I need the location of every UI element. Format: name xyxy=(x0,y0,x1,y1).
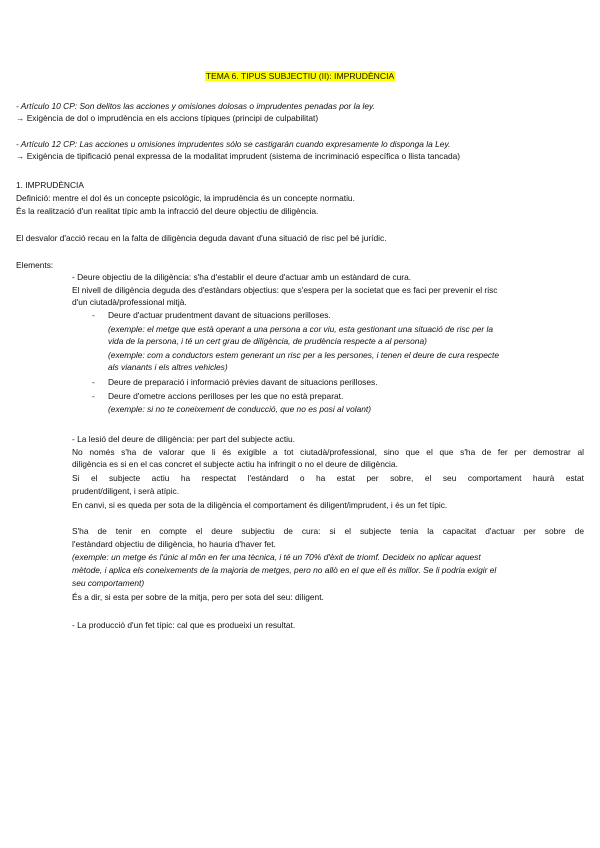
lesio-line: prudent/diligent, i serà atípic. xyxy=(72,486,180,496)
bullet-marker: - xyxy=(92,310,95,320)
bullet-1-example-line: (exemple: com a conductors estem generant un risc per a les persones, i tenen el deure de cura respecte xyxy=(108,350,500,360)
article-10-note: → Exigència de dol o imprudència en els accions típiques (principi de culpabilitat) xyxy=(16,113,319,123)
definition-line-1: Definició: mentre el dol és un concepte psicològic, la imprudència és un concepte normatiu. xyxy=(16,193,355,203)
bullet-3-example-line: (exemple: si no te coneixement de conducció, que no es posi al volant) xyxy=(108,404,372,414)
bullet-1-example-line: vida de la persona, i té un cert grau de diligència, de prudència respecte a al persona) xyxy=(108,336,427,346)
bullet-2-text: Deure de preparació i informació prèvies davant de situacions perilloses. xyxy=(108,377,378,387)
subjectiu-line: S'ha de tenir en compte el deure subjectiu de cura: si el subjecte tenia la capacitat d'actuar per sobre de xyxy=(72,526,584,536)
bullet-1-example-line: als vianants i els altres vehicles) xyxy=(108,362,228,372)
lesio-line: diligència es si en el cas concret el subjecte actiu ha infringit o no el deure de diligència. xyxy=(72,459,398,469)
document-title xyxy=(0,71,600,82)
elements-label: Elements: xyxy=(16,260,54,270)
article-12-quote: - Artículo 12 CP: Las acciones u omisiones imprudentes sólo se castigarán cuando expresamente lo disponga la Ley. xyxy=(16,139,451,149)
title-highlight: TEMA 6. TIPUS SUBJECTIU (II): IMPRUDÈNCIA xyxy=(205,71,395,81)
lesio-line: No només s'ha de valorar que li és exigible a tot ciutadà/professional, sino que el que s'ha de fer per demostrar al xyxy=(72,447,584,457)
section-heading: 1. IMPRUDÈNCIA xyxy=(16,180,84,190)
bullet-marker: - xyxy=(92,377,95,387)
deure-objectiu-text-2: d'un ciutadà/professional mitjà. xyxy=(72,297,187,307)
lesio-line: En canvi, si es queda per sota de la diligència el comportament és diligent/imprudent, i és un fet típic. xyxy=(72,500,448,510)
subjectiu-example-line: (exemple: un metge és l'únic al môn en fer una tècnica, i té un 70% d'èxit de triomf. Decideix no aplicar aquest xyxy=(72,552,481,562)
article-10-quote: - Artículo 10 CP: Son delitos las acciones y omisiones dolosas o imprudentes penadas por la ley. xyxy=(16,101,375,111)
subjectiu-conclusion: És a dir, si esta per sobre de la mitja, pero per sota del seu: diligent. xyxy=(72,592,324,602)
subjectiu-example-line: mètode, i aplica els coneixements de la majoria de metges, pero no allò en el que ell és millor. Se li podria exigir el xyxy=(72,565,497,575)
bullet-1-text: Deure d'actuar prudentment davant de situacions perilloses. xyxy=(108,310,331,320)
article-12-note: → Exigència de tipificació penal expressa de la modalitat imprudent (sistema de incriminació específica o llista tancada) xyxy=(16,151,461,161)
subjectiu-line: l'estàndard objectiu de diligència, ho hauria d'haver fet. xyxy=(72,539,276,549)
deure-objectiu-text-1: El nivell de diligència deguda des d'estàndars objectius: que s'espera per la societat que es faci per prevenir el risc xyxy=(72,285,498,295)
deure-objectiu-heading: - Deure objectiu de la diligència: s'ha d'establir el deure d'actuar amb un estàndard de cura. xyxy=(72,272,412,282)
subjectiu-example-line: seu comportament) xyxy=(72,578,145,588)
bullet-1-example-line: (exemple: el metge que està operant a una persona a cor viu, esta gestionant una situació de risc per la xyxy=(108,324,494,334)
bullet-3-text: Deure d'ometre accions perilloses per les que no està preparat. xyxy=(108,391,344,401)
desvalor-paragraph: El desvalor d'acció recau en la falta de diligència deguda davant d'una situació de risc pel bé jurídic. xyxy=(16,233,387,243)
definition-line-2: És la realització d'un realitat típic amb la infracció del deure objectiu de diligència. xyxy=(16,206,319,216)
produccio-heading: - La producció d'un fet típic: cal que es produeixi un resultat. xyxy=(72,620,296,630)
lesio-line: Si el subjecte actiu ha respectat l'estàndard o ha estat per sobre, el seu comportament haurà estat xyxy=(72,473,584,483)
bullet-marker: - xyxy=(92,391,95,401)
lesio-heading: - La lesió del deure de diligència: per part del subjecte actiu. xyxy=(72,434,296,444)
